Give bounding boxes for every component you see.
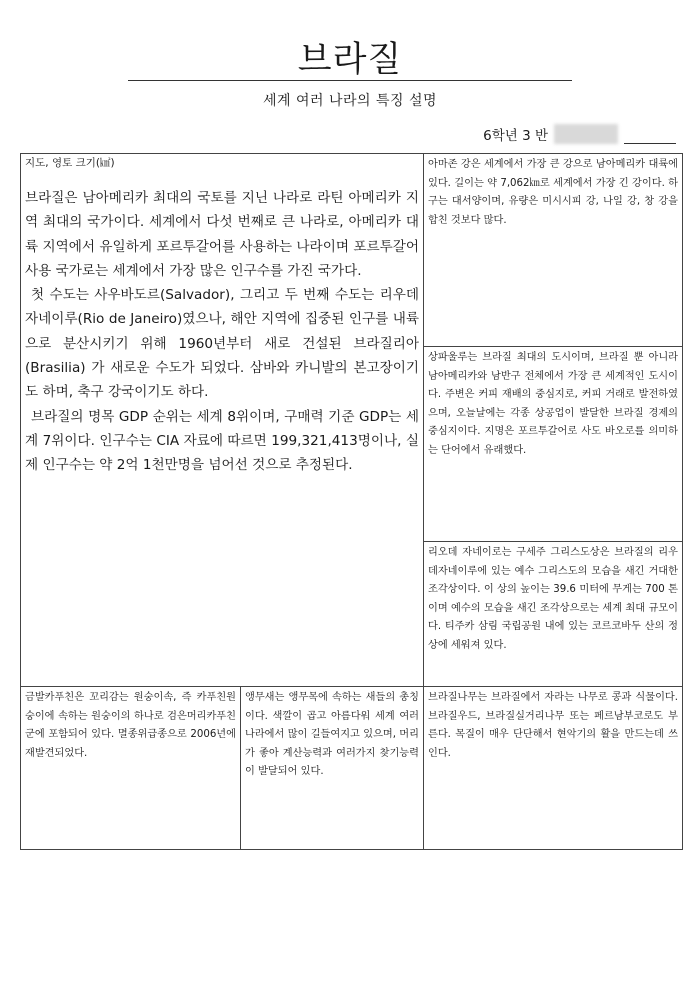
christ-redeemer-cell: 리오데 자네이로는 구세주 그리스도상은 브라질의 리우데자네이루에 있는 예수 그리스도의 모습을 새긴 거대한 조각상이다. 이 상의 높이는 39.6 미터에 무게는 700 톤이며 예수의 모습을 새긴 조각상으로는 세계 최대 규모이다. 티주카 삼림 국립공원 내에 있는 코르코바두 산의 정상에 세워져 있다. xyxy=(424,542,683,687)
main-description xyxy=(25,186,419,478)
paragraph-overview: 브라질은 남아메리카 최대의 국토를 지닌 나라로 라틴 아메리카 지역 최대의 국가이다. 세계에서 다섯 번째로 큰 나라로, 아메리카 대륙 지역에서 유일하게 포르투갈어를 사용하는 나라이며 포르투갈어 사용 국가로는 세계에서 가장 많은 인구수를 가진 국가다. xyxy=(25,190,419,279)
main-cell xyxy=(21,154,424,687)
map-label: 지도, 영토 크기(㎢) xyxy=(25,157,115,169)
brazilwood-cell: 브라질나무는 브라질에서 자라는 나무로 콩과 식물이다. 브라질우드, 브라질실거리나무 또는 페르남부코로도 부른다. 목질이 매우 단단해서 현악기의 활을 만드는데 쓰인다. xyxy=(424,687,683,850)
student-class: 6학년 3 반 xyxy=(483,128,548,144)
page-subtitle: 세계 여러 나라의 특징 설명 xyxy=(262,93,438,109)
capuchin-cell: 금발카푸친은 꼬리감는 원숭이속, 즉 카푸친원숭이에 속하는 원숭이의 하나로 검은머리카푸친 군에 포함되어 있다. 멸종위급종으로 2006년에 재발견되었다. xyxy=(21,687,241,850)
worksheet-table xyxy=(20,153,683,850)
page-title: 브라질 xyxy=(297,40,403,80)
sao-paulo-cell: 상파울루는 브라질 최대의 도시이며, 브라질 뿐 아니라 남아메리카와 남반구 전체에서 가장 큰 세계적인 도시이다. 주변은 커피 재배의 중심지로, 커피 거래로 발전하였으며, 오늘날에는 각종 상공업이 발달한 브라질 경제의 중심지이다. 지명은 포르투갈어로 사도 바오로를 의미하는 단어에서 유래했다. xyxy=(424,347,683,542)
parrot-cell: 앵무새는 앵무목에 속하는 새들의 총칭이다. 색깔이 곱고 아름다워 세계 여러 나라에서 많이 길들여지고 있으며, 머리가 좋아 계산능력과 여러가지 찾기능력이 발달되어 있다. xyxy=(241,687,424,850)
student-info xyxy=(483,124,676,144)
paragraph-capitals: 첫 수도는 사우바도르(Salvador), 그리고 두 번째 수도는 리우데자네이루(Rio de Janeiro)였으나, 해안 지역에 집중된 인구를 내륙으로 분산시키기 위해 1960년부터 새로 건설된 브라질리아(Brasilia) 가 새로운 수도가 되었다. 삼바와 카니발의 본고장이기도 하며, 축구 강국이기도 하다. xyxy=(25,287,419,401)
paragraph-economy: 브라질의 명목 GDP 순위는 세계 8위이며, 구매력 기준 GDP는 세계 7위이다. 인구수는 CIA 자료에 따르면 199,321,413명이나, 실제 인구수는 약 2억 1천만명을 넘어선 것으로 추정된다. xyxy=(25,408,419,474)
amazon-cell: 아마존 강은 세계에서 가장 큰 강으로 남아메리카 대륙에 있다. 길이는 약 7,062㎞로 세계에서 가장 긴 강이다. 하구는 대서양이며, 유량은 미시시피 강, 나일 강, 창 강을 합친 것보다 많다. xyxy=(424,154,683,347)
title-underline xyxy=(128,80,572,81)
redacted-name xyxy=(554,124,618,144)
name-blank-line xyxy=(624,127,676,144)
